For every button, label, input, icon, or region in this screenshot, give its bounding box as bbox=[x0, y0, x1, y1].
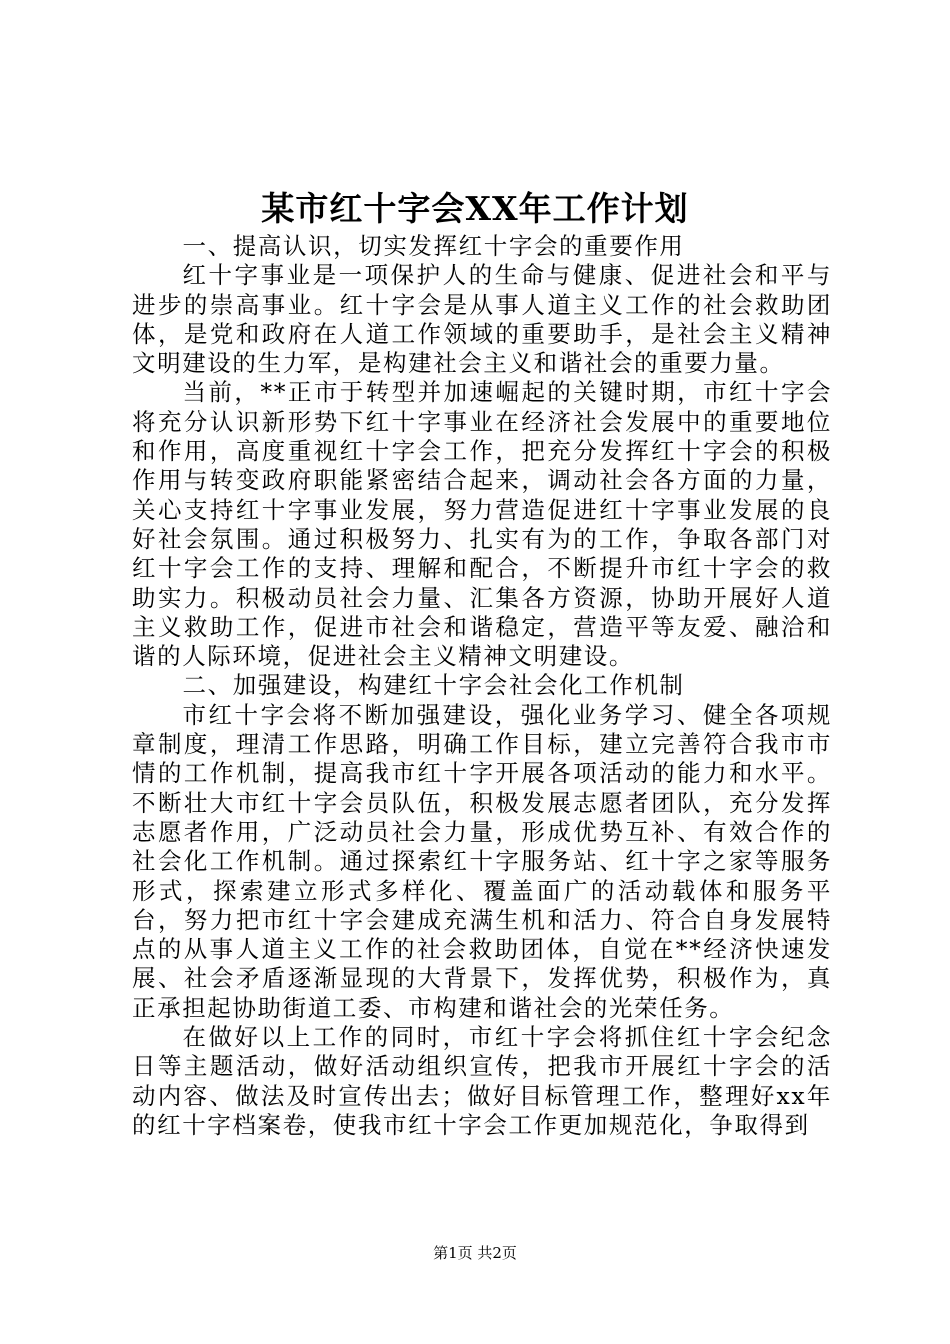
section-heading-1: 一、提高认识，切实发挥红十字会的重要作用 bbox=[182, 232, 685, 260]
paragraph-4: 在做好以上工作的同时，市红十字会将抓住红十字会纪念日等主题活动，做好活动组织宣传，把我市开展红十字会的活动内容、做法及时宣传出去；做好目标管理工作，整理好xx年的红十字档案卷，使我市红十字会工作更加规范化，争取得到 bbox=[132, 1023, 832, 1139]
paragraph-3: 市红十字会将不断加强建设，强化业务学习、健全各项规章制度，理清工作思路，明确工作目标，建立完善符合我市市情的工作机制，提高我市红十字开展各项活动的能力和水平。不断壮大市红十字会员队伍，积极发展志愿者团队，充分发挥志愿者作用，广泛动员社会力量，形成优势互补、有效合作的社会化工作机制。通过探索红十字服务站、红十字之家等服务形式，探索建立形式多样化、覆盖面广的活动载体和服务平台，努力把市红十字会建成充满生机和活力、符合自身发展特点的从事人道主义工作的社会救助团体，自觉在**经济快速发展、社会矛盾逐渐显现的大背景下，发挥优势，积极作为，真正承担起协助街道工委、市构建和谐社会的光荣任务。 bbox=[132, 700, 832, 1022]
document-title: 某市红十字会XX年工作计划 bbox=[261, 189, 689, 228]
paragraph-1: 红十字事业是一项保护人的生命与健康、促进社会和平与进步的崇高事业。红十字会是从事人道主义工作的社会救助团体，是党和政府在人道工作领域的重要助手，是社会主义精神文明建设的生力军，是构建社会主义和谐社会的重要力量。 bbox=[132, 261, 832, 378]
page-footer: 第1页 共2页 bbox=[433, 1244, 517, 1262]
document-body bbox=[132, 232, 832, 1140]
paragraph-2: 当前，**正市于转型并加速崛起的关键时期，市红十字会将充分认识新形势下红十字事业在经济社会发展中的重要地位和作用，高度重视红十字会工作，把充分发挥红十字会的积极作用与转变政府职能紧密结合起来，调动社会各方面的力量，关心支持红十字事业发展，努力营造促进红十字事业发展的良好社会氛围。通过积极努力、扎实有为的工作，争取各部门对红十字会工作的支持、理解和配合，不断提升市红十字会的救助实力。积极动员社会力量、汇集各方资源，协助开展好人道主义救助工作，促进市社会和谐稳定，营造平等友爱、融洽和谐的人际环境，促进社会主义精神文明建设。 bbox=[132, 378, 832, 671]
section-heading-2: 二、加强建设，构建红十字会社会化工作机制 bbox=[182, 671, 685, 700]
